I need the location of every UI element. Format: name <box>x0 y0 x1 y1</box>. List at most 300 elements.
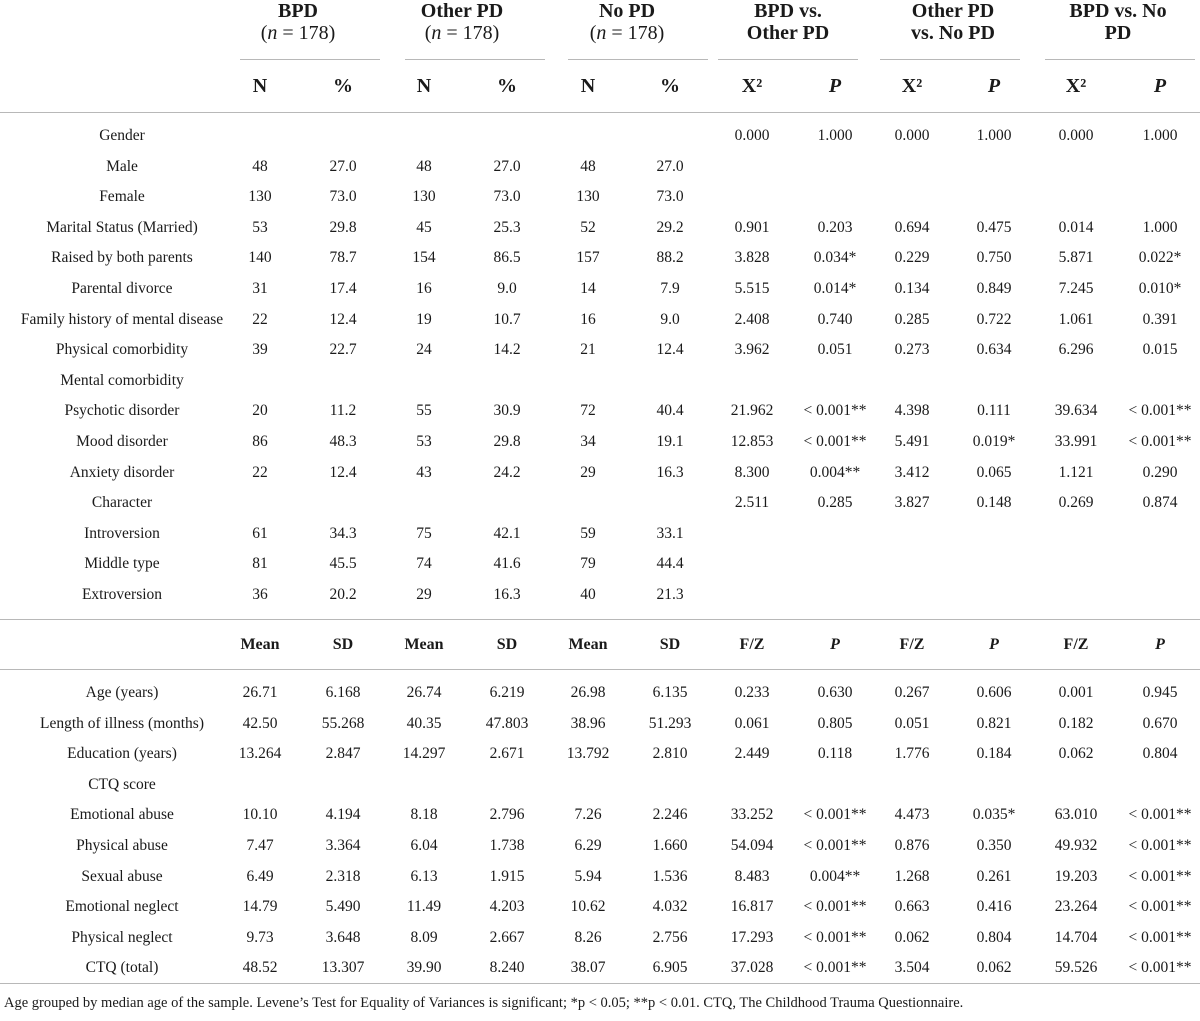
table-cell: 0.876 <box>894 837 930 854</box>
row-label: Family history of mental disease <box>20 311 224 328</box>
table-cell: 41.6 <box>493 555 521 572</box>
table-cell: 0.004** <box>809 868 861 885</box>
group-header-no-pd <box>590 0 665 44</box>
row-label: Gender <box>99 127 145 144</box>
table-cell: 29.2 <box>656 219 684 236</box>
table-cell: 4.032 <box>652 898 688 915</box>
table-cell: 10.10 <box>242 806 278 823</box>
table-cell: 72 <box>580 402 596 419</box>
table-cell: 0.634 <box>976 341 1012 358</box>
table-cell: 53 <box>416 433 432 450</box>
row-label: Psychotic disorder <box>64 402 180 419</box>
table-cell: 0.849 <box>976 280 1012 297</box>
table-cell: 0.184 <box>976 745 1012 762</box>
table-cell: 13.264 <box>238 745 282 762</box>
table-cell: 24 <box>416 341 432 358</box>
table-cell: 0.804 <box>976 929 1012 946</box>
table-cell: 1.000 <box>1142 127 1178 144</box>
table-cell: 24.2 <box>493 464 521 481</box>
table-cell: 59 <box>580 525 596 542</box>
table-cell: 0.062 <box>1058 745 1094 762</box>
row-label: Parental divorce <box>71 280 173 297</box>
table-cell: 40.35 <box>406 715 442 732</box>
row-label: Emotional neglect <box>65 898 179 915</box>
table-cell: 0.019* <box>972 433 1016 450</box>
table-cell: 55 <box>416 402 432 419</box>
table-cell: 3.504 <box>894 959 930 976</box>
table-cell: 22 <box>252 311 268 328</box>
table-cell: 33.991 <box>1054 433 1098 450</box>
table-cell: 1.268 <box>894 868 930 885</box>
table-cell: 0.821 <box>976 715 1012 732</box>
row-label: Emotional abuse <box>70 806 174 823</box>
table-cell: 33.1 <box>656 525 684 542</box>
column-header: F/Z <box>739 636 765 653</box>
table-cell: 0.148 <box>976 494 1012 511</box>
table-cell: 0.001 <box>1058 684 1094 701</box>
table-cell: 0.391 <box>1142 311 1178 328</box>
table-cell: 5.94 <box>574 868 602 885</box>
table-cell: 17.293 <box>730 929 774 946</box>
table-cell: 16.3 <box>656 464 684 481</box>
group-n: (n = 178) <box>260 22 336 44</box>
group-name: No PD <box>598 0 656 22</box>
table-cell: 2.667 <box>489 929 525 946</box>
table-cell: 12.853 <box>730 433 774 450</box>
table-cell: 36 <box>252 586 268 603</box>
table-cell: 0.874 <box>1142 494 1178 511</box>
table-cell: 48 <box>416 158 432 175</box>
table-cell: 26.98 <box>570 684 606 701</box>
section-rule <box>0 619 1200 620</box>
table-cell: 16 <box>416 280 432 297</box>
table-cell: 6.13 <box>410 868 438 885</box>
table-cell: 0.000 <box>734 127 770 144</box>
column-header: F/Z <box>899 636 925 653</box>
table-cell: 14.2 <box>493 341 521 358</box>
group-underline <box>880 59 1020 60</box>
table-cell: 73.0 <box>656 188 684 205</box>
table-cell: 0.722 <box>976 311 1012 328</box>
table-cell: 2.756 <box>652 929 688 946</box>
table-cell: 7.9 <box>660 280 680 297</box>
table-cell: 79 <box>580 555 596 572</box>
table-cell: 27.0 <box>656 158 684 175</box>
table-cell: 5.871 <box>1058 249 1094 266</box>
table-cell: 54.094 <box>730 837 774 854</box>
table-cell: 11.49 <box>406 898 442 915</box>
table-cell: 3.962 <box>734 341 770 358</box>
table-cell: 12.4 <box>656 341 684 358</box>
table-cell: 140 <box>248 249 272 266</box>
table-cell: 5.515 <box>734 280 770 297</box>
table-cell: 29 <box>416 586 432 603</box>
table-cell: 0.945 <box>1142 684 1178 701</box>
group-header-bpd <box>261 0 336 44</box>
column-header: Mean <box>404 636 444 653</box>
table-cell: 5.491 <box>894 433 930 450</box>
table-cell: 2.511 <box>734 494 770 511</box>
table-cell: 0.061 <box>734 715 770 732</box>
table-cell: 16.817 <box>730 898 774 915</box>
table-cell: 2.246 <box>652 806 688 823</box>
table-cell: 40 <box>580 586 596 603</box>
column-header: SD <box>659 636 681 653</box>
header-rule <box>0 112 1200 113</box>
table-cell: 3.827 <box>894 494 930 511</box>
row-label: CTQ score <box>88 776 156 793</box>
table-cell: 0.051 <box>894 715 930 732</box>
table-cell: 25.3 <box>493 219 521 236</box>
table-cell: 8.26 <box>574 929 602 946</box>
table-cell: 0.229 <box>894 249 930 266</box>
table-cell: 0.010* <box>1138 280 1182 297</box>
table-cell: 38.07 <box>570 959 606 976</box>
group-underline <box>1045 59 1195 60</box>
table-cell: 0.014 <box>1058 219 1094 236</box>
table-cell: 2.671 <box>489 745 525 762</box>
table-cell: 33.252 <box>730 806 774 823</box>
table-cell: 4.203 <box>489 898 525 915</box>
column-header: SD <box>496 636 518 653</box>
group-underline <box>240 59 380 60</box>
table-cell: 1.536 <box>652 868 688 885</box>
table-cell: < 0.001** <box>803 929 867 946</box>
table-cell: 39.90 <box>406 959 442 976</box>
row-label: Introversion <box>84 525 160 542</box>
row-label: Physical abuse <box>76 837 168 854</box>
table-cell: 6.29 <box>574 837 602 854</box>
column-header: Mean <box>568 636 608 653</box>
column-header: % <box>660 75 680 97</box>
table-cell: < 0.001** <box>803 837 867 854</box>
column-header: % <box>497 75 517 97</box>
table-cell: 45 <box>416 219 432 236</box>
table-cell: 53 <box>252 219 268 236</box>
table-cell: 1.121 <box>1058 464 1094 481</box>
table-cell: 3.364 <box>325 837 361 854</box>
comparison-line: vs. No PD <box>911 22 995 44</box>
table-cell: 2.796 <box>489 806 525 823</box>
table-cell: 26.71 <box>242 684 278 701</box>
table-cell: 39.634 <box>1054 402 1098 419</box>
table-cell: 13.792 <box>566 745 610 762</box>
table-cell: 45.5 <box>329 555 357 572</box>
table-cell: 0.285 <box>817 494 853 511</box>
table-cell: 19.203 <box>1054 868 1098 885</box>
table-cell: 157 <box>576 249 600 266</box>
table-cell: 0.000 <box>1058 127 1094 144</box>
table-cell: 0.269 <box>1058 494 1094 511</box>
comparison-line: BPD vs. <box>754 0 822 22</box>
table-cell: 0.606 <box>976 684 1012 701</box>
table-cell: < 0.001** <box>1128 868 1192 885</box>
table-cell: 21.3 <box>656 586 684 603</box>
table-cell: 52 <box>580 219 596 236</box>
table-cell: 42.50 <box>242 715 278 732</box>
table-cell: 9.73 <box>246 929 274 946</box>
table-cell: 38.96 <box>570 715 606 732</box>
table-cell: 3.648 <box>325 929 361 946</box>
table-cell: 0.416 <box>976 898 1012 915</box>
table-cell: 0.051 <box>817 341 853 358</box>
table-cell: 2.408 <box>734 311 770 328</box>
table-cell: 6.168 <box>325 684 361 701</box>
table-cell: 7.26 <box>574 806 602 823</box>
column-header: Mean <box>240 636 280 653</box>
column-header: N <box>416 75 432 97</box>
row-label: Male <box>106 158 138 175</box>
row-label: Length of illness (months) <box>39 715 205 732</box>
column-header: SD <box>332 636 354 653</box>
table-cell: 48.52 <box>242 959 278 976</box>
group-name: BPD <box>278 0 318 22</box>
table-cell: 8.240 <box>489 959 525 976</box>
table-cell: 55.268 <box>321 715 365 732</box>
table-cell: 16 <box>580 311 596 328</box>
table-cell: 49.932 <box>1054 837 1098 854</box>
table-cell: 0.034* <box>813 249 857 266</box>
table-cell: 27.0 <box>493 158 521 175</box>
table-cell: 1.000 <box>817 127 853 144</box>
comparison-header-bpd-vs-no <box>1069 0 1166 44</box>
table-cell: 0.740 <box>817 311 853 328</box>
table-cell: < 0.001** <box>1128 898 1192 915</box>
table-cell: < 0.001** <box>803 806 867 823</box>
comparison-line: Other PD <box>911 0 995 22</box>
table-cell: 47.803 <box>485 715 529 732</box>
table-cell: 34 <box>580 433 596 450</box>
table-cell: 19 <box>416 311 432 328</box>
table-cell: 0.475 <box>976 219 1012 236</box>
table-cell: 3.412 <box>894 464 930 481</box>
row-label: Extroversion <box>81 586 163 603</box>
table-cell: 0.004** <box>809 464 861 481</box>
table-cell: 30.9 <box>493 402 521 419</box>
table-cell: 14.297 <box>402 745 446 762</box>
table-cell: 12.4 <box>329 311 357 328</box>
table-cell: 40.4 <box>656 402 684 419</box>
table-cell: 86.5 <box>493 249 521 266</box>
table-cell: 6.04 <box>410 837 438 854</box>
table-cell: 48 <box>580 158 596 175</box>
table-cell: 0.233 <box>734 684 770 701</box>
row-label: Physical comorbidity <box>55 341 189 358</box>
row-label: Anxiety disorder <box>69 464 175 481</box>
table-cell: 8.09 <box>410 929 438 946</box>
column-header: P <box>828 75 842 97</box>
column-header: N <box>580 75 596 97</box>
table-cell: 59.526 <box>1054 959 1098 976</box>
table-cell: < 0.001** <box>803 433 867 450</box>
table-cell: 0.182 <box>1058 715 1094 732</box>
table-cell: 1.061 <box>1058 311 1094 328</box>
table-cell: 1.000 <box>1142 219 1178 236</box>
group-header-other-pd <box>421 0 503 44</box>
table-cell: 0.062 <box>894 929 930 946</box>
table-cell: 2.810 <box>652 745 688 762</box>
table-cell: 0.065 <box>976 464 1012 481</box>
table-cell: 63.010 <box>1054 806 1098 823</box>
row-label: Sexual abuse <box>81 868 163 885</box>
table-cell: 26.74 <box>406 684 442 701</box>
table-cell: 81 <box>252 555 268 572</box>
row-label: Raised by both parents <box>51 249 193 266</box>
row-label: Age (years) <box>85 684 159 701</box>
table-cell: 0.670 <box>1142 715 1178 732</box>
table-cell: 21 <box>580 341 596 358</box>
column-header: P <box>1155 636 1165 653</box>
table-cell: 31 <box>252 280 268 297</box>
table-cell: 12.4 <box>329 464 357 481</box>
table-cell: 42.1 <box>493 525 521 542</box>
table-cell: 130 <box>248 188 272 205</box>
table-cell: 22 <box>252 464 268 481</box>
table-cell: 10.7 <box>493 311 521 328</box>
column-header: P <box>1153 75 1167 97</box>
comparison-header-other-vs-no <box>911 0 995 44</box>
table-cell: 51.293 <box>648 715 692 732</box>
group-underline <box>718 59 858 60</box>
table-cell: 86 <box>252 433 268 450</box>
table-cell: 29.8 <box>493 433 521 450</box>
table-cell: 29.8 <box>329 219 357 236</box>
table-cell: 14.79 <box>242 898 278 915</box>
table-cell: < 0.001** <box>1128 433 1192 450</box>
column-header: F/Z <box>1063 636 1089 653</box>
table-cell: 73.0 <box>329 188 357 205</box>
table-cell: 2.449 <box>734 745 770 762</box>
table-cell: 0.014* <box>813 280 857 297</box>
table-cell: 8.483 <box>734 868 770 885</box>
group-name: Other PD <box>420 0 504 22</box>
table-cell: 78.7 <box>329 249 357 266</box>
table-cell: 22.7 <box>329 341 357 358</box>
table-cell: 16.3 <box>493 586 521 603</box>
table-cell: 61 <box>252 525 268 542</box>
comparison-line: PD <box>1104 22 1132 44</box>
group-n: (n = 178) <box>589 22 665 44</box>
row-label: Mood disorder <box>76 433 168 450</box>
table-cell: 8.300 <box>734 464 770 481</box>
table-cell: 2.847 <box>325 745 361 762</box>
table-cell: 130 <box>412 188 436 205</box>
table-cell: 0.035* <box>972 806 1016 823</box>
table-cell: 0.694 <box>894 219 930 236</box>
table-cell: < 0.001** <box>1128 959 1192 976</box>
table-cell: 0.290 <box>1142 464 1178 481</box>
table-cell: 43 <box>416 464 432 481</box>
row-label: Mental comorbidity <box>60 372 184 389</box>
table-cell: 20.2 <box>329 586 357 603</box>
comparison-line: BPD vs. No <box>1069 0 1167 22</box>
table-cell: 48 <box>252 158 268 175</box>
group-underline <box>568 59 708 60</box>
table-cell: 13.307 <box>321 959 365 976</box>
table-cell: 0.134 <box>894 280 930 297</box>
column-header: X² <box>901 75 923 97</box>
table-cell: 4.194 <box>325 806 361 823</box>
table-cell: < 0.001** <box>803 898 867 915</box>
table-cell: 88.2 <box>656 249 684 266</box>
column-header: N <box>252 75 268 97</box>
table-cell: 6.905 <box>652 959 688 976</box>
row-label: Female <box>99 188 145 205</box>
table-cell: 21.962 <box>730 402 774 419</box>
table-cell: 34.3 <box>329 525 357 542</box>
table-cell: 74 <box>416 555 432 572</box>
row-label: Physical neglect <box>71 929 173 946</box>
column-header: X² <box>1065 75 1087 97</box>
table-cell: 0.261 <box>976 868 1012 885</box>
table-cell: 27.0 <box>329 158 357 175</box>
column-header: X² <box>741 75 763 97</box>
table-cell: 0.273 <box>894 341 930 358</box>
table-cell: < 0.001** <box>803 402 867 419</box>
footnote: Age grouped by median age of the sample. Levene’s Test for Equality of Variances is significant; *p < 0.05; **p < 0.01. CTQ, The Childhood Trauma Questionnaire. <box>4 995 964 1011</box>
group-n: (n = 178) <box>424 22 500 44</box>
table-cell: 4.473 <box>894 806 930 823</box>
table-cell: 39 <box>252 341 268 358</box>
table-bottom-rule <box>0 983 1200 984</box>
table-cell: 6.219 <box>489 684 525 701</box>
group-underline <box>405 59 545 60</box>
row-label: Education (years) <box>67 745 177 762</box>
table-cell: 6.49 <box>246 868 274 885</box>
table-cell: < 0.001** <box>1128 806 1192 823</box>
table-cell: 0.000 <box>894 127 930 144</box>
table-cell: 154 <box>412 249 436 266</box>
table-cell: 14.704 <box>1054 929 1098 946</box>
table-cell: 3.828 <box>734 249 770 266</box>
table-cell: 73.0 <box>493 188 521 205</box>
table-cell: 29 <box>580 464 596 481</box>
table-cell: 44.4 <box>656 555 684 572</box>
table-cell: < 0.001** <box>1128 837 1192 854</box>
table-cell: 0.630 <box>817 684 853 701</box>
row-label: Marital Status (Married) <box>46 219 198 236</box>
table-cell: 0.015 <box>1142 341 1178 358</box>
table-cell: 37.028 <box>730 959 774 976</box>
table-cell: 6.135 <box>652 684 688 701</box>
comparison-line: Other PD <box>746 22 830 44</box>
table-cell: 7.245 <box>1058 280 1094 297</box>
table-cell: 20 <box>252 402 268 419</box>
table-cell: 0.901 <box>734 219 770 236</box>
row-label: Middle type <box>84 555 160 572</box>
table-cell: 48.3 <box>329 433 357 450</box>
table-cell: 14 <box>580 280 596 297</box>
column-header: % <box>333 75 353 97</box>
table-cell: 0.663 <box>894 898 930 915</box>
table-cell: 8.18 <box>410 806 438 823</box>
table-cell: 7.47 <box>246 837 274 854</box>
table-cell: 0.805 <box>817 715 853 732</box>
table-cell: 5.490 <box>325 898 361 915</box>
row-label: CTQ (total) <box>85 959 159 976</box>
table-cell: 4.398 <box>894 402 930 419</box>
column-header: P <box>830 636 840 653</box>
table-cell: 9.0 <box>660 311 680 328</box>
table-cell: 19.1 <box>656 433 684 450</box>
column-header: P <box>987 75 1001 97</box>
table-cell: 1.915 <box>489 868 525 885</box>
table-cell: 0.111 <box>977 402 1011 419</box>
table-cell: 0.350 <box>976 837 1012 854</box>
table-cell: 1.000 <box>976 127 1012 144</box>
table-cell: 0.285 <box>894 311 930 328</box>
table-cell: 0.750 <box>976 249 1012 266</box>
